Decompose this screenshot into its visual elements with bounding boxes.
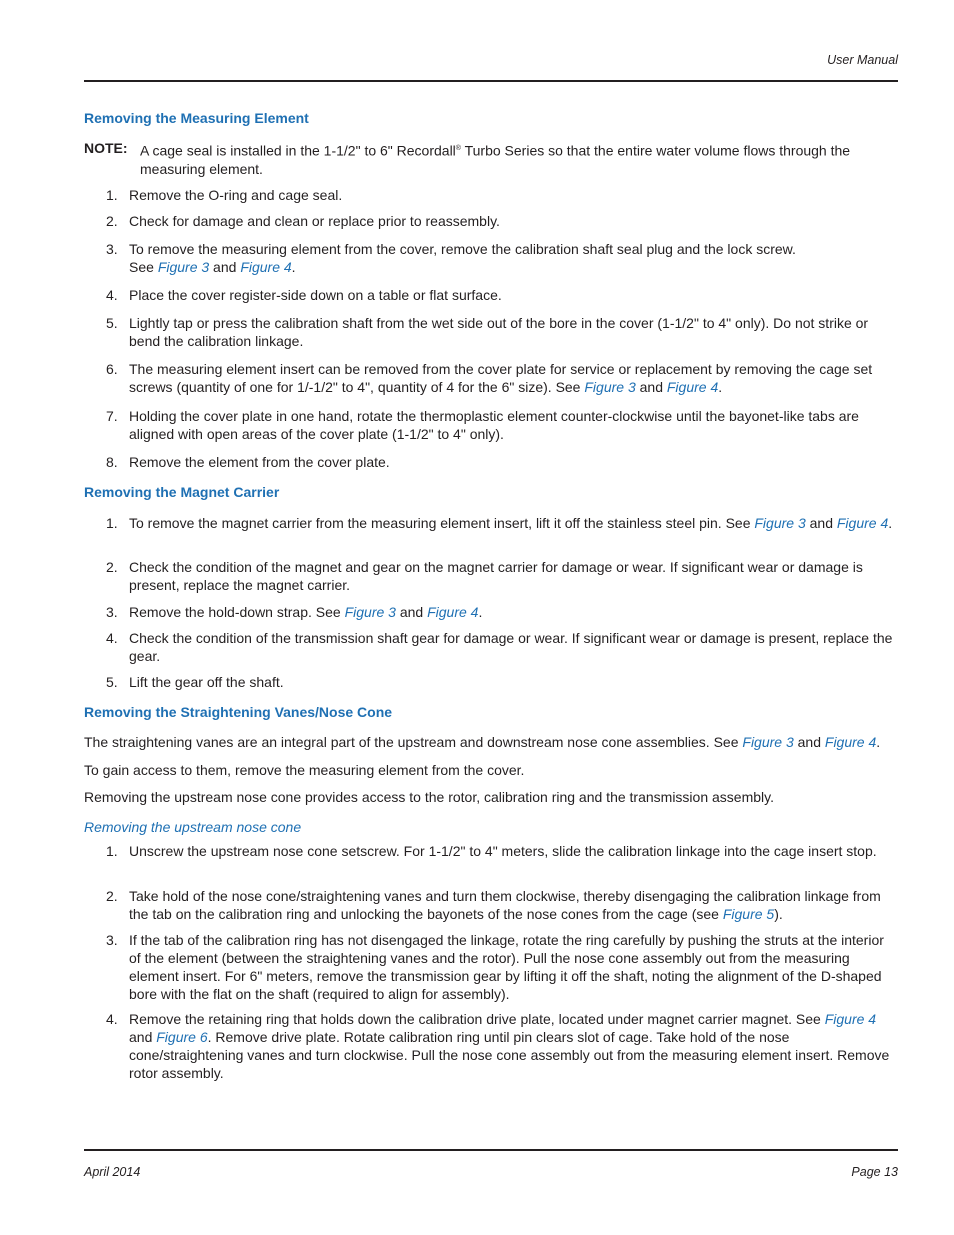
figure-link[interactable]: Figure 5 <box>722 906 775 922</box>
footer-date: April 2014 <box>84 1165 141 1179</box>
figure-link[interactable]: Figure 4 <box>824 1011 877 1027</box>
paragraph: The straightening vanes are an integral part of the upstream and downstream nose cone assemblies. See Figure 3 and Figure 4. <box>84 734 881 750</box>
figure-link[interactable]: Figure 4 <box>836 515 889 531</box>
figure-link[interactable]: Figure 3 <box>742 734 794 750</box>
figure-link[interactable]: Figure 4 <box>427 604 479 620</box>
figure-link[interactable]: Figure 3 <box>344 604 396 620</box>
heading-straightening-vanes: Removing the Straightening Vanes/Nose Cone <box>84 704 393 720</box>
heading-magnet-carrier: Removing the Magnet Carrier <box>84 484 280 500</box>
subheading-upstream-nose-cone: Removing the upstream nose cone <box>84 819 302 835</box>
header-rule <box>84 80 898 82</box>
figure-link[interactable]: Figure 4 <box>240 259 292 275</box>
figure-link[interactable]: Figure 3 <box>584 379 636 395</box>
figure-link[interactable]: Figure 3 <box>754 515 806 531</box>
figure-link[interactable]: Figure 6 <box>156 1029 208 1045</box>
figure-link[interactable]: Figure 3 <box>157 259 210 275</box>
running-header: User Manual <box>827 53 898 67</box>
paragraph: To gain access to them, remove the measuring element from the cover. <box>84 762 525 778</box>
page-number: Page 13 <box>851 1165 898 1179</box>
figure-link[interactable]: Figure 4 <box>824 734 877 750</box>
paragraph: Removing the upstream nose cone provides access to the rotor, calibration ring and the transmission assembly. <box>84 789 774 805</box>
note-label: NOTE: <box>84 140 128 156</box>
figure-link[interactable]: Figure 4 <box>666 379 719 395</box>
note-text: A cage seal is installed in the 1-1/2" to 6" Recordall® Turbo Series so that the entire water volume flows through the measuring element. <box>140 142 851 177</box>
heading-measuring-element: Removing the Measuring Element <box>84 110 309 126</box>
footer-rule <box>84 1149 898 1151</box>
